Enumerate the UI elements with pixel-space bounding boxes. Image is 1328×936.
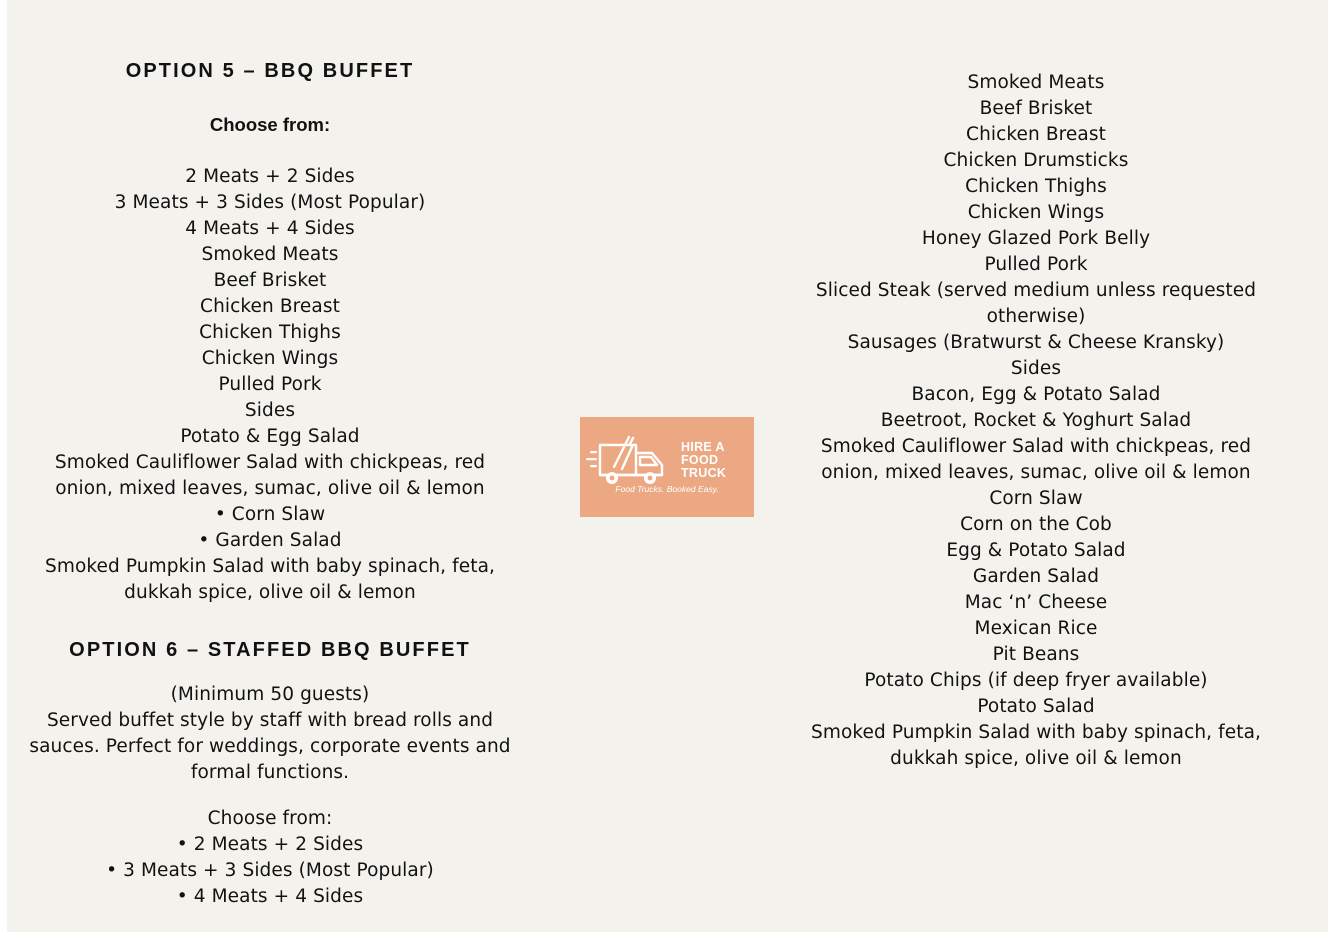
- option5-choose-label: Choose from:: [209, 114, 331, 135]
- list-item: 2 Meats + 2 Sides: [185, 166, 355, 187]
- list-item: Mac ‘n’ Cheese: [964, 592, 1108, 613]
- list-item: Chicken Wings: [201, 348, 339, 369]
- list-item: Chicken Thighs: [199, 322, 341, 343]
- list-item: onion, mixed leaves, sumac, olive oil & lemon: [55, 478, 485, 499]
- list-item: Potato Salad: [977, 696, 1095, 717]
- list-item: Smoked Cauliflower Salad with chickpeas, red: [820, 436, 1252, 457]
- logo-tagline: Food Trucks. Booked Easy.: [615, 484, 719, 494]
- list-item: Pulled Pork: [984, 254, 1088, 275]
- list-item: Chicken Drumsticks: [943, 150, 1129, 171]
- list-item: Chicken Breast: [966, 124, 1106, 145]
- list-item: Corn on the Cob: [960, 514, 1112, 535]
- list-item: Garden Salad: [972, 566, 1100, 587]
- list-item: Sides: [1010, 358, 1062, 379]
- list-item: Potato & Egg Salad: [180, 426, 360, 447]
- logo-line: FOOD: [681, 453, 719, 467]
- list-item: Smoked Meats: [967, 72, 1105, 93]
- list-item: Sides: [244, 400, 296, 421]
- list-item: Chicken Wings: [967, 202, 1105, 223]
- list-item: onion, mixed leaves, sumac, olive oil & lemon: [821, 462, 1251, 483]
- logo-line: HIRE A: [681, 440, 725, 454]
- option5-heading: OPTION 5 – BBQ BUFFET: [125, 60, 415, 82]
- list-item: Bacon, Egg & Potato Salad: [911, 384, 1161, 405]
- option6-heading: OPTION 6 – STAFFED BBQ BUFFET: [69, 639, 471, 661]
- option6-choose-list: [7, 806, 533, 910]
- option6-description: [7, 682, 533, 786]
- list-item: Sliced Steak (served medium unless requested: [815, 280, 1257, 301]
- list-item: Smoked Meats: [201, 244, 339, 265]
- description-line: sauces. Perfect for weddings, corporate events and: [29, 736, 511, 757]
- list-item: Chicken Thighs: [965, 176, 1107, 197]
- list-item: Smoked Pumpkin Salad with baby spinach, feta,: [45, 556, 495, 577]
- description-line: formal functions.: [190, 762, 350, 783]
- list-item: Smoked Pumpkin Salad with baby spinach, feta,: [811, 722, 1261, 743]
- logo-wordmark: [681, 441, 726, 480]
- list-item: otherwise): [986, 306, 1086, 327]
- list-item: • 3 Meats + 3 Sides (Most Popular): [106, 860, 434, 881]
- option5-list: [7, 164, 533, 606]
- list-item: Pit Beans: [992, 644, 1080, 665]
- list-item: Choose from:: [207, 808, 333, 829]
- list-item: Beef Brisket: [213, 270, 327, 291]
- list-item: dukkah spice, olive oil & lemon: [890, 748, 1182, 769]
- list-item: Beetroot, Rocket & Yoghurt Salad: [880, 410, 1192, 431]
- logo-line: TRUCK: [681, 466, 727, 480]
- description-line: Served buffet style by staff with bread rolls and: [46, 710, 494, 731]
- food-truck-icon: [580, 417, 754, 517]
- list-item: • 4 Meats + 4 Sides: [176, 886, 364, 907]
- list-item: Beef Brisket: [979, 98, 1093, 119]
- list-item: • Garden Salad: [198, 530, 342, 551]
- list-item: Chicken Breast: [200, 296, 340, 317]
- list-item: 4 Meats + 4 Sides: [185, 218, 355, 239]
- list-item: Potato Chips (if deep fryer available): [864, 670, 1208, 691]
- list-item: Mexican Rice: [974, 618, 1098, 639]
- list-item: • 2 Meats + 2 Sides: [176, 834, 364, 855]
- list-item: • Corn Slaw: [214, 504, 326, 525]
- description-line: (Minimum 50 guests): [170, 684, 370, 705]
- list-item: Sausages (Bratwurst & Cheese Kransky): [847, 332, 1225, 353]
- list-item: Pulled Pork: [218, 374, 322, 395]
- right-column: [809, 70, 1263, 772]
- list-item: dukkah spice, olive oil & lemon: [124, 582, 416, 603]
- hire-a-food-truck-logo: [580, 417, 754, 517]
- menu-page: [7, 0, 1328, 932]
- list-item: 3 Meats + 3 Sides (Most Popular): [114, 192, 426, 213]
- list-item: Egg & Potato Salad: [946, 540, 1126, 561]
- list-item: Honey Glazed Pork Belly: [921, 228, 1151, 249]
- list-item: Smoked Cauliflower Salad with chickpeas, red: [54, 452, 486, 473]
- list-item: Corn Slaw: [989, 488, 1083, 509]
